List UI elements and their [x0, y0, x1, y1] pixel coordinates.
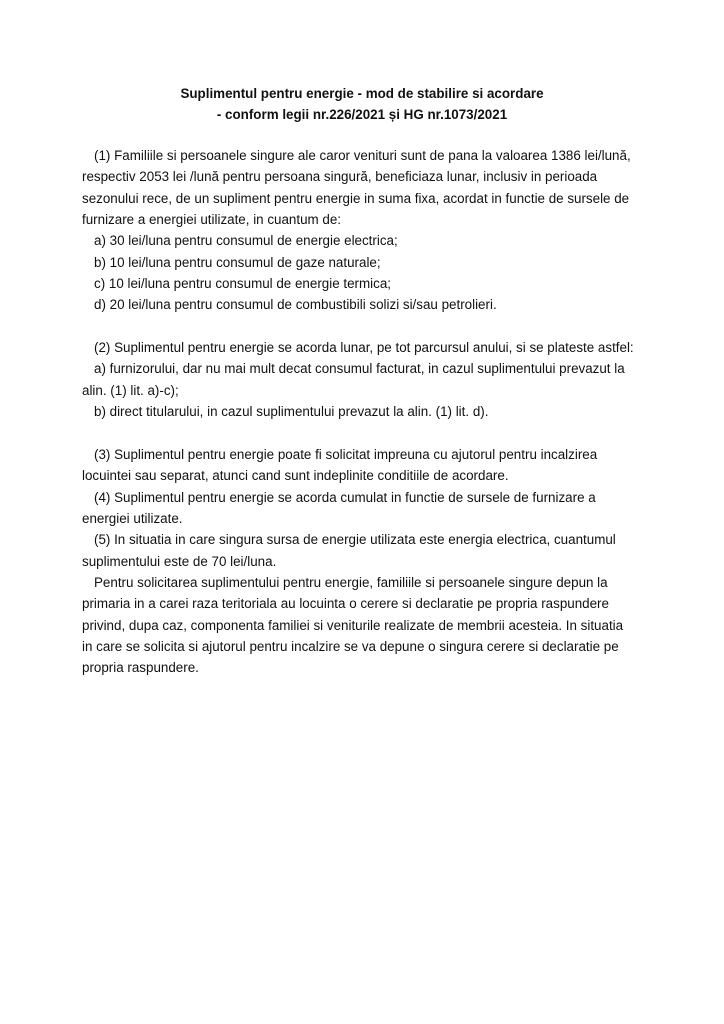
- paragraph-line: (5) In situatia in care singura sursa de energie utilizata este energia electrica, cuantumul: [94, 532, 616, 548]
- list-item-c: c) 10 lei/luna pentru consumul de energie termica;: [94, 276, 391, 292]
- list-item-a: a) 30 lei/luna pentru consumul de energie electrica;: [94, 233, 398, 249]
- title-line-1: Suplimentul pentru energie - mod de stabilire si acordare: [180, 86, 544, 101]
- document-body: [82, 145, 648, 679]
- paragraph-line: (3) Suplimentul pentru energie poate fi solicitat impreuna cu ajutorul pentru incalzirea: [94, 446, 598, 462]
- document-title: [0, 83, 724, 125]
- paragraph-line: alin. (1) lit. a)-c);: [82, 382, 179, 398]
- list-item-d: d) 20 lei/luna pentru consumul de combustibili solizi si/sau petrolieri.: [94, 297, 497, 313]
- paragraph-3: [82, 444, 648, 487]
- paragraph-line: locuintei sau separat, atunci cand sunt indeplinite conditiile de acordare.: [82, 468, 509, 484]
- paragraph-line: respectiv 2053 lei /lună pentru persoana singură, beneficiaza lunar, inclusiv in perioada: [82, 169, 598, 185]
- list-item-a: a) furnizorului, dar nu mai mult decat consumul facturat, in cazul suplimentului prevazut la: [94, 361, 625, 377]
- list-item-b: b) 10 lei/luna pentru consumul de gaze naturale;: [94, 254, 381, 270]
- paragraph-line: privind, dupa caz, componenta familiei si veniturile realizate de membrii acesteia. In situatia: [82, 617, 624, 633]
- paragraph-spacer: [82, 422, 648, 443]
- paragraph-line: (2) Suplimentul pentru energie se acorda lunar, pe tot parcursul anului, si se plateste astfel:: [94, 340, 634, 356]
- paragraph-line: suplimentului este de 70 lei/luna.: [82, 553, 277, 569]
- paragraph-line: Pentru solicitarea suplimentului pentru energie, familiile si persoanele singure depun la: [94, 574, 608, 590]
- paragraph-5: [82, 529, 648, 572]
- title-line-2: - conform legii nr.226/2021 și HG nr.1073/2021: [216, 107, 508, 122]
- paragraph-line: energiei utilizate.: [82, 510, 183, 526]
- paragraph-line: (4) Suplimentul pentru energie se acorda cumulat in functie de sursele de furnizare a: [94, 489, 596, 505]
- paragraph-line: sezonului rece, de un supliment pentru energie in suma fixa, acordat in functie de sursele de: [82, 190, 630, 206]
- paragraph-line: furnizare a energiei utilizate, in cuantum de:: [82, 212, 342, 228]
- paragraph-line: in care se solicita si ajutorul pentru incalzire se va depune o singura cerere si declaratie pe: [82, 638, 619, 654]
- list-item-b: b) direct titularului, in cazul suplimentului prevazut la alin. (1) lit. d).: [94, 404, 489, 420]
- paragraph-line: (1) Familiile si persoanele singure ale caror venituri sunt de pana la valoarea 1386 lei/lună,: [94, 148, 631, 163]
- paragraph-spacer: [82, 316, 648, 337]
- paragraph-line: primaria in a carei raza teritoriala au locuinta o cerere si declaratie pe propria raspundere: [82, 596, 609, 612]
- paragraph-line: propria raspundere.: [82, 660, 199, 676]
- paragraph-2: [82, 337, 648, 422]
- paragraph-1: [82, 145, 648, 316]
- paragraph-4: [82, 487, 648, 530]
- paragraph-6: [82, 572, 648, 679]
